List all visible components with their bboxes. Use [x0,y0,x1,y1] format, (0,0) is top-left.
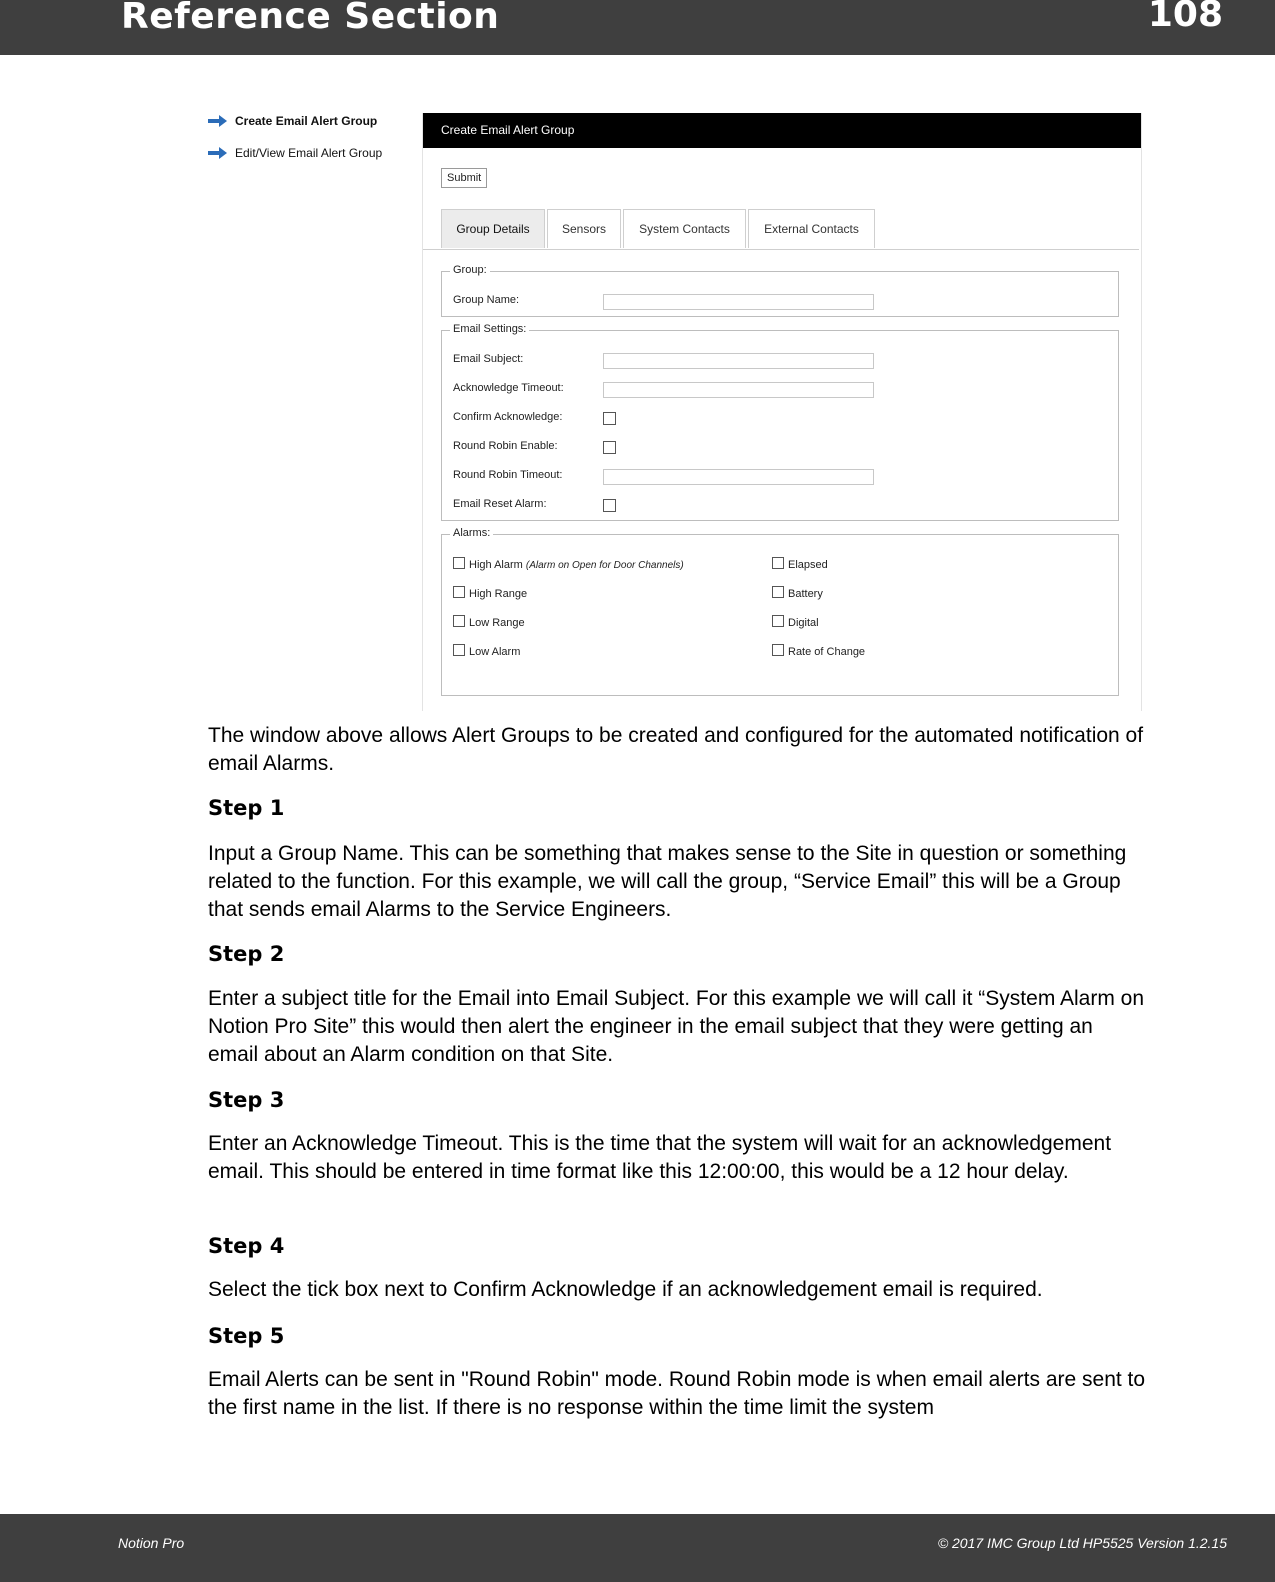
email-subject-label: Email Subject: [453,353,524,365]
step-4-heading: Step 4 [208,1234,285,1258]
tab-external-contacts[interactable]: External Contacts [748,209,875,248]
alarms-legend: Alarms: [450,527,493,539]
high-alarm-label: High Alarm [469,559,523,571]
submit-button[interactable]: Submit [441,168,487,188]
step-5-heading: Step 5 [208,1324,285,1348]
reset-alarm-label: Email Reset Alarm: [453,498,547,510]
step-2-text: Enter a subject title for the Email into Email Subject. For this example we will call it “System Alarm on Notion Pro Site” this would then alert the engineer in the email subject that they were getting an email about an Alarm condition on that Site. [208,987,1145,1066]
page-header [0,0,1275,55]
low-alarm-option[interactable] [453,644,520,658]
high-range-label: High Range [469,588,528,600]
arrow-right-icon [208,114,228,128]
page-footer [0,1514,1275,1582]
digital-option[interactable] [772,615,819,629]
footer-copyright: © 2017 IMC Group Ltd HP5525 Version 1.2.15 [937,1535,1227,1551]
alarms-fieldset [441,527,1119,696]
rr-timeout-label: Round Robin Timeout: [453,469,563,481]
elapsed-checkbox[interactable] [772,557,784,569]
rate-of-change-label: Rate of Change [788,646,866,658]
step-3-text: Enter an Acknowledge Timeout. This is the time that the system will wait for an acknowledgement email. This should be entered in time format like this 12:00:00, this would be a 12 hour delay. [208,1132,1112,1183]
rr-enable-checkbox[interactable] [603,441,616,454]
email-settings-legend: Email Settings: [450,323,529,335]
group-name-label: Group Name: [453,294,520,306]
panel-title: Create Email Alert Group [423,113,1141,148]
step-1-text: Input a Group Name. This can be something that makes sense to the Site in question or something related to the function. For this example, we will call the group, “Service Email” this will be a Group that sends email Alarms to the Service Engineers. [208,842,1127,921]
page-number: 108 [1147,0,1223,35]
battery-option[interactable] [772,586,823,600]
nav-label: Create Email Alert Group [235,114,378,128]
step-5-text: Email Alerts can be sent in "Round Robin" mode. Round Robin mode is when email alerts are sent to the first name in the list. If there is no response within the time limit the system [208,1368,1146,1419]
rr-timeout-input[interactable] [603,469,874,485]
group-legend: Group: [450,264,490,276]
low-range-checkbox[interactable] [453,615,465,627]
ack-timeout-label: Acknowledge Timeout: [453,382,564,394]
tab-sensors[interactable]: Sensors [547,209,621,248]
footer-product: Notion Pro [118,1535,185,1551]
side-nav [208,112,408,176]
email-subject-input[interactable] [603,353,874,369]
rr-enable-label: Round Robin Enable: [453,440,558,452]
rate-of-change-option[interactable] [772,644,865,658]
high-alarm-checkbox[interactable] [453,557,465,569]
nav-label: Edit/View Email Alert Group [235,146,383,160]
email-settings-fieldset [441,323,1119,521]
tab-system-contacts[interactable]: System Contacts [623,209,746,248]
low-range-option[interactable] [453,615,525,629]
elapsed-label: Elapsed [788,559,828,571]
step-1-heading: Step 1 [208,796,285,820]
high-alarm-option[interactable] [453,557,684,571]
tab-bar [423,209,1139,250]
create-email-alert-group-panel [422,113,1142,711]
confirm-ack-checkbox[interactable] [603,412,616,425]
elapsed-option[interactable] [772,557,828,571]
reset-alarm-checkbox[interactable] [603,499,616,512]
battery-checkbox[interactable] [772,586,784,598]
confirm-ack-label: Confirm Acknowledge: [453,411,563,423]
digital-checkbox[interactable] [772,615,784,627]
group-name-input[interactable] [603,294,874,310]
intro-paragraph: The window above allows Alert Groups to be created and configured for the automated notification of email Alarms. [208,724,1144,775]
group-fieldset [441,264,1119,317]
rate-of-change-checkbox[interactable] [772,644,784,656]
nav-create-email-alert-group[interactable] [208,112,408,130]
step-3-heading: Step 3 [208,1088,285,1112]
low-alarm-checkbox[interactable] [453,644,465,656]
step-4-text: Select the tick box next to Confirm Acknowledge if an acknowledgement email is required. [208,1278,1043,1301]
nav-edit-view-email-alert-group[interactable] [208,144,408,162]
arrow-right-icon [208,146,228,160]
battery-label: Battery [788,588,823,600]
low-alarm-label: Low Alarm [469,646,521,658]
low-range-label: Low Range [469,617,525,629]
ack-timeout-input[interactable] [603,382,874,398]
high-range-option[interactable] [453,586,527,600]
section-title: Reference Section [121,0,500,37]
digital-label: Digital [788,617,819,629]
step-2-heading: Step 2 [208,942,285,966]
high-alarm-note: (Alarm on Open for Door Channels) [525,560,684,571]
tab-group-details[interactable]: Group Details [441,209,545,248]
high-range-checkbox[interactable] [453,586,465,598]
